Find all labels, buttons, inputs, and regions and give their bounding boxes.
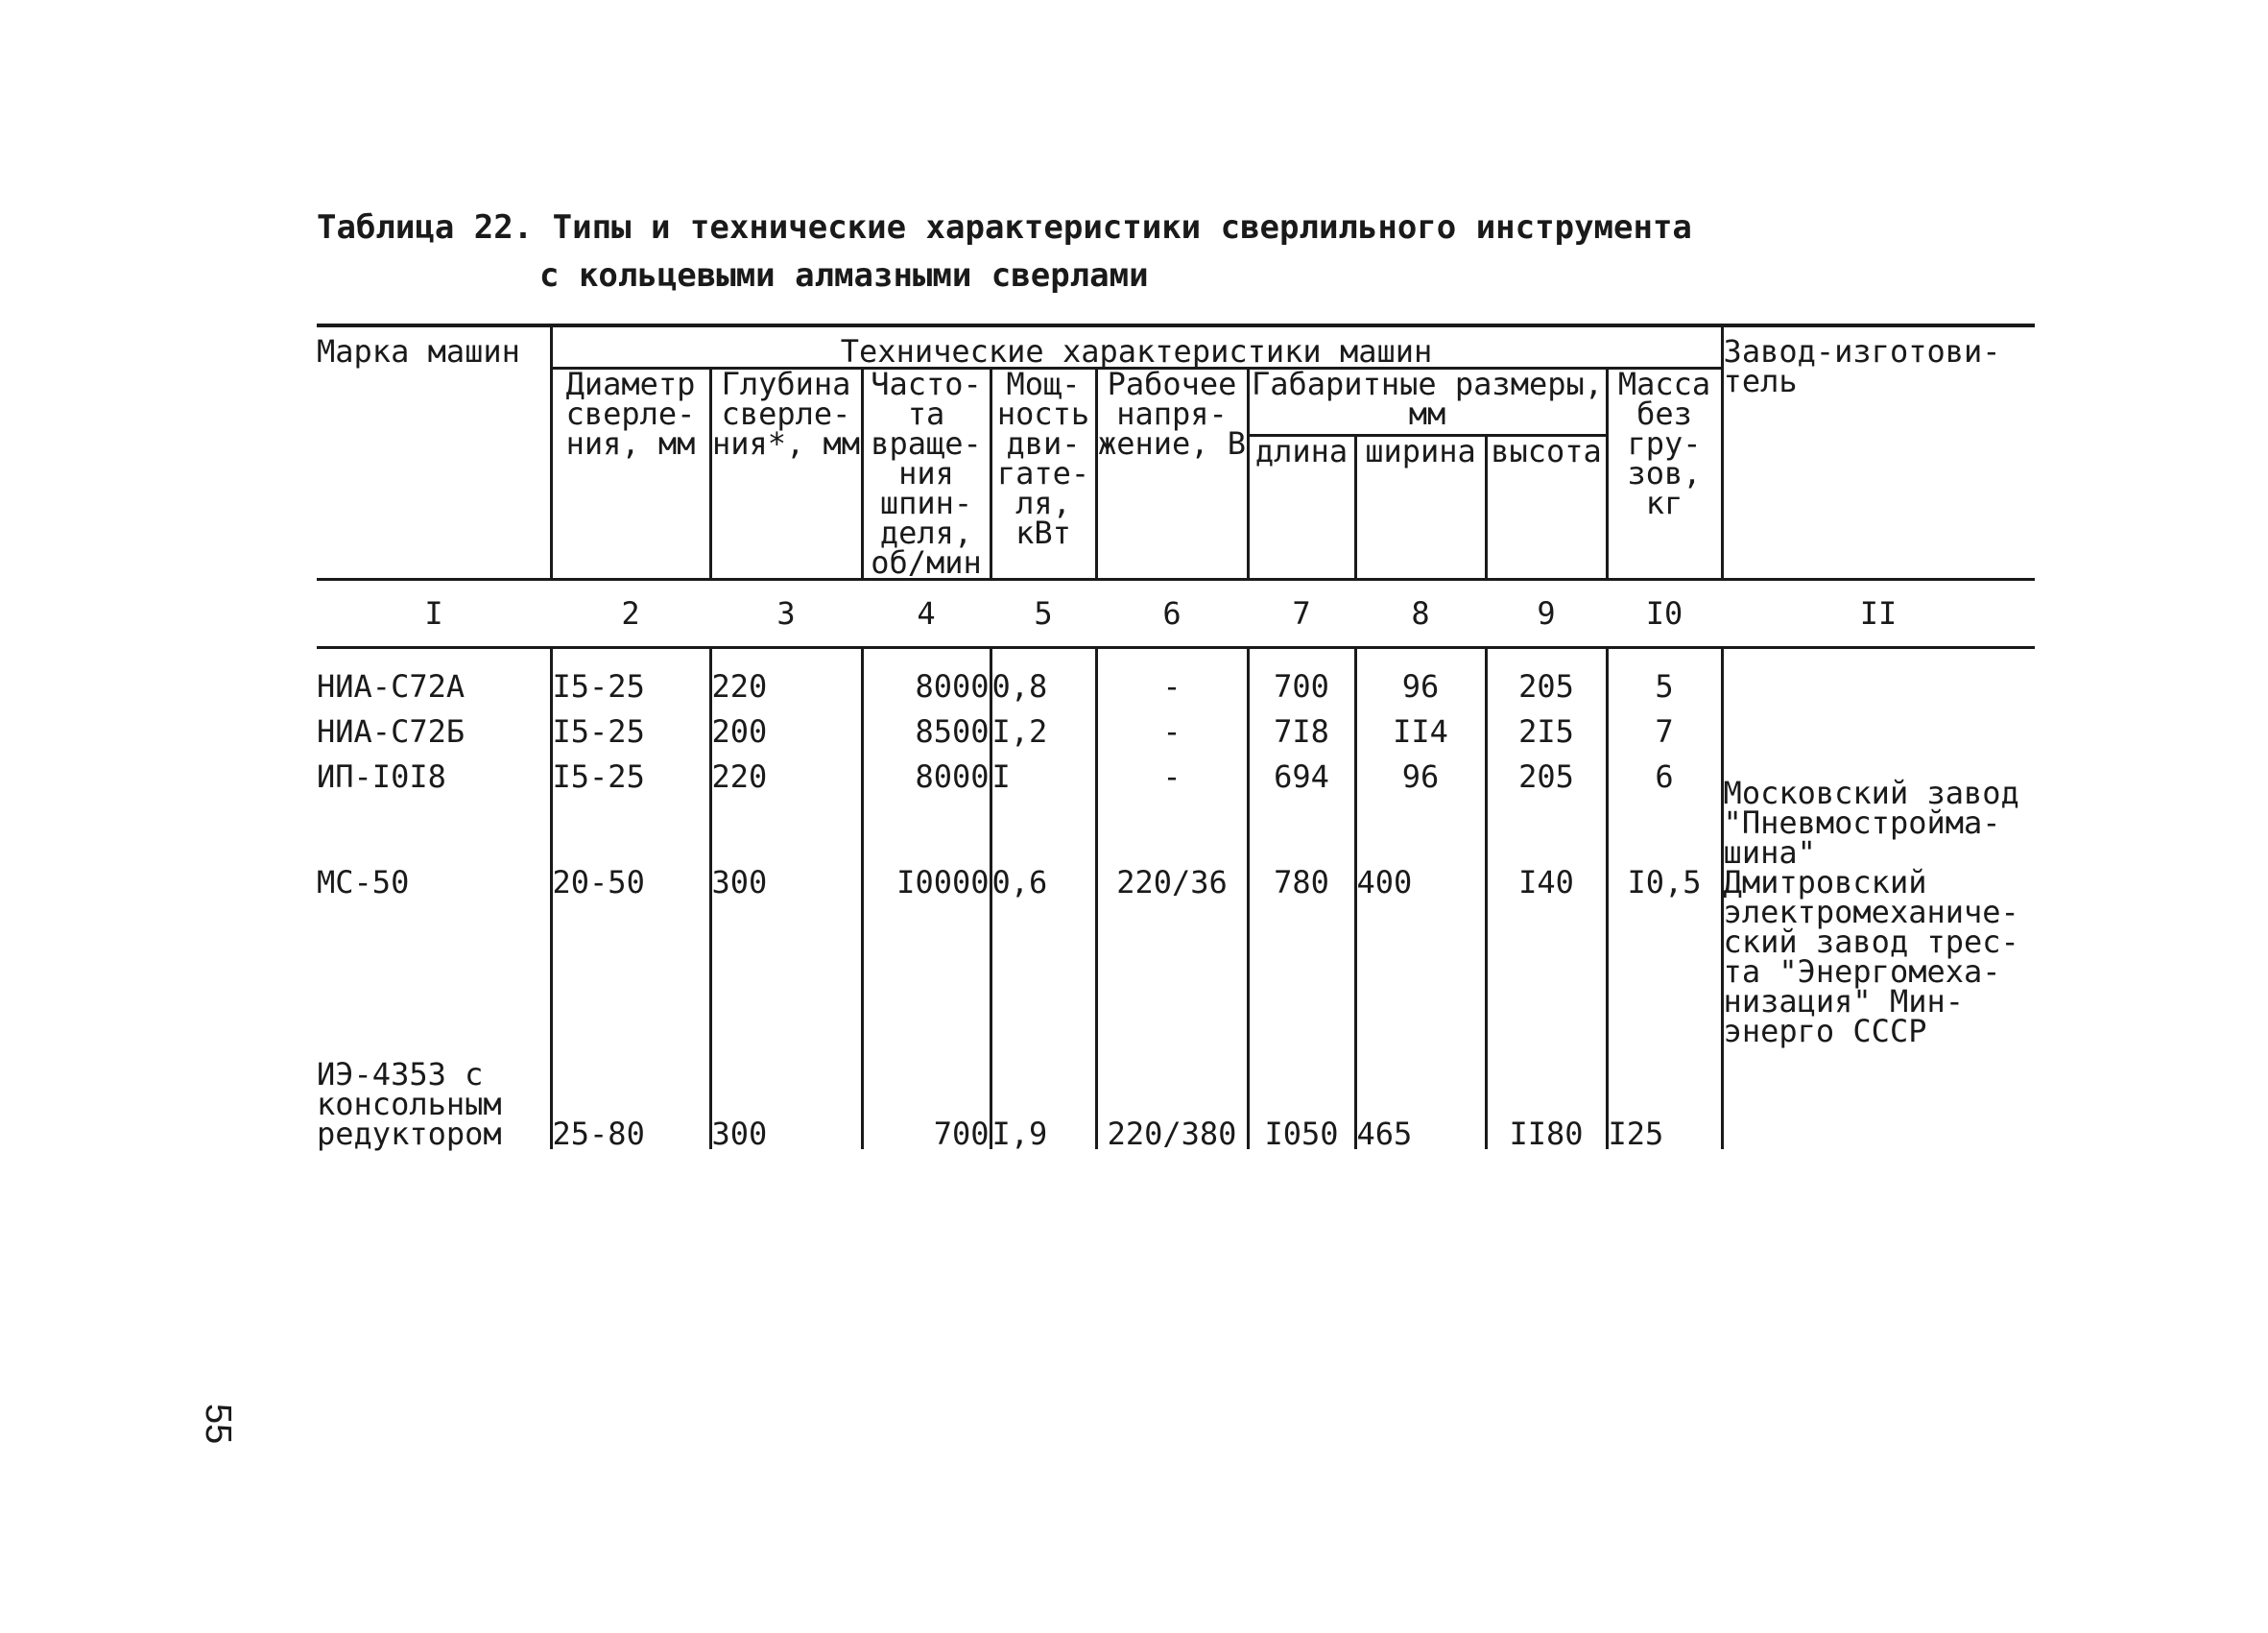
row-height: 2I5 <box>1486 717 1607 762</box>
row-voltage: - <box>1096 762 1248 868</box>
row-length: 694 <box>1248 762 1355 868</box>
row-mass: 5 <box>1607 648 1722 718</box>
row-width: 400 <box>1355 868 1486 1060</box>
row-power: I,2 <box>991 717 1096 762</box>
row-depth: 200 <box>710 717 862 762</box>
col-num-2: 2 <box>551 580 710 648</box>
col-num-7: 7 <box>1248 580 1355 648</box>
row-speed: 8000 <box>862 762 991 868</box>
row-width: II4 <box>1355 717 1486 762</box>
row-width: 96 <box>1355 762 1486 868</box>
maker-moscow: Московский завод "Пневмостройма-шина" <box>1723 775 2019 871</box>
row-width: 465 <box>1355 1060 1486 1149</box>
row-diameter: I5-25 <box>551 648 710 718</box>
row-speed: I0000 <box>862 868 991 1060</box>
row-power: I,9 <box>991 1060 1096 1149</box>
row-length: 7I8 <box>1248 717 1355 762</box>
maker-dmitrov: Дмитровский электромеханиче-ский завод трес-та "Энергомеха-низация" Мин-энерго СССР <box>1723 864 2019 1049</box>
row-voltage: - <box>1096 717 1248 762</box>
header-height: высота <box>1486 436 1607 580</box>
row-brand: ИЭ-4353 с консольным редуктором <box>317 1060 551 1149</box>
row-mass: I0,5 <box>1607 868 1722 1060</box>
row-depth: 300 <box>710 1060 862 1149</box>
row-speed: 8500 <box>862 717 991 762</box>
row-voltage: 220/36 <box>1096 868 1248 1060</box>
header-brand: Марка машин <box>317 325 551 580</box>
row-power: I <box>991 762 1096 868</box>
header-mass: Масса без гру-зов, кг <box>1607 369 1722 580</box>
spec-table <box>317 324 2035 1152</box>
row-power: 0,8 <box>991 648 1096 718</box>
header-diameter: Диаметр сверле-ния, мм <box>551 369 710 580</box>
col-num-3: 3 <box>710 580 862 648</box>
row-length: I050 <box>1248 1060 1355 1149</box>
col-num-9: 9 <box>1486 580 1607 648</box>
row-diameter: 20-50 <box>551 868 710 1060</box>
row-voltage: 220/380 <box>1096 1060 1248 1149</box>
row-length: 780 <box>1248 868 1355 1060</box>
caption-line-1: Таблица 22. Типы и технические характеристики сверлильного инструмента <box>317 208 1692 247</box>
col-num-1: I <box>317 580 551 648</box>
row-brand: НИА-С72Б <box>317 717 551 762</box>
row-depth: 220 <box>710 648 862 718</box>
row-brand: МС-50 <box>317 868 551 1060</box>
column-number-row <box>317 580 2035 648</box>
header-maker: Завод-изготови-тель <box>1722 325 2035 580</box>
col-num-10: I0 <box>1607 580 1722 648</box>
row-height: I40 <box>1486 868 1607 1060</box>
col-num-4: 4 <box>862 580 991 648</box>
row-height: II80 <box>1486 1060 1607 1149</box>
row-power: 0,6 <box>991 868 1096 1060</box>
col-num-8: 8 <box>1355 580 1486 648</box>
header-group-title: Технические характеристики машин <box>551 325 1722 369</box>
row-brand: ИП-I0I8 <box>317 762 551 868</box>
col-num-11: II <box>1722 580 2035 648</box>
col-num-5: 5 <box>991 580 1096 648</box>
row-height: 205 <box>1486 648 1607 718</box>
row-depth: 220 <box>710 762 862 868</box>
row-voltage: - <box>1096 648 1248 718</box>
header-dimensions: Габаритные размеры, мм <box>1248 369 1607 436</box>
header-width: ширина <box>1355 436 1486 580</box>
header-power: Мощ-ность дви-гате-ля, кВт <box>991 369 1096 580</box>
row-speed: 700 <box>862 1060 991 1149</box>
header-speed: Часто-та враще-ния шпин-деля, об/мин <box>862 369 991 580</box>
table-row <box>317 868 2035 1060</box>
row-height: 205 <box>1486 762 1607 868</box>
row-length: 700 <box>1248 648 1355 718</box>
row-diameter: I5-25 <box>551 717 710 762</box>
row-mass: 6 <box>1607 762 1722 868</box>
row-brand: НИА-С72А <box>317 648 551 718</box>
table-row <box>317 1060 2035 1149</box>
row-depth: 300 <box>710 868 862 1060</box>
row-width: 96 <box>1355 648 1486 718</box>
caption-line-2: с кольцевыми алмазными сверлами <box>539 256 1149 295</box>
row-speed: 8000 <box>862 648 991 718</box>
col-num-6: 6 <box>1096 580 1248 648</box>
table-row <box>317 648 2035 718</box>
header-voltage: Рабочее напря-жение, В <box>1096 369 1248 580</box>
row-mass: I25 <box>1607 1060 1722 1149</box>
header-depth: Глубина сверле-ния*, мм <box>710 369 862 580</box>
row-diameter: I5-25 <box>551 762 710 868</box>
row-mass: 7 <box>1607 717 1722 762</box>
table-caption <box>317 204 1692 300</box>
header-length: длина <box>1248 436 1355 580</box>
row-diameter: 25-80 <box>551 1060 710 1149</box>
maker-empty <box>1722 1060 2035 1149</box>
page-number: 55 <box>198 1404 238 1445</box>
